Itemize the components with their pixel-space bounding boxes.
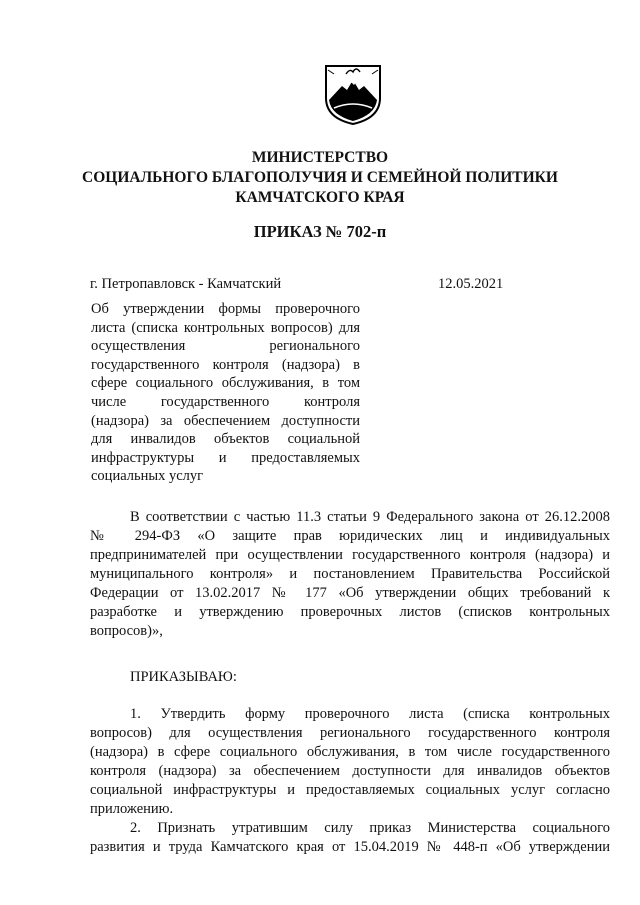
subject-line: осуществления регионального bbox=[91, 338, 360, 355]
subject-line: сфере социального обслуживания, в том bbox=[91, 375, 360, 392]
subject-line: (надзора) за обеспечением доступности bbox=[91, 412, 360, 429]
preamble-line: вопросов)», bbox=[90, 623, 163, 639]
subject-block bbox=[91, 300, 360, 486]
subject-line: числе государственного контроля bbox=[91, 393, 360, 410]
item-1-line: приложению. bbox=[90, 801, 174, 817]
order-word-paragraph bbox=[90, 668, 610, 687]
preamble-line: В соответствии с частью 11.3 статьи 9 Федерального закона от 26.12.2008 bbox=[130, 509, 610, 525]
item-1-line: 1. Утвердить форму проверочного листа (списка контрольных bbox=[130, 706, 610, 722]
subject-line: государственного контроля (надзора) в bbox=[91, 356, 360, 373]
place: г. Петропавловск - Камчатский bbox=[90, 276, 282, 292]
subject-line: листа (списка контрольных вопросов) для bbox=[91, 319, 360, 336]
item-2-line: 2. Признать утратившим силу приказ Министерства социального bbox=[130, 820, 610, 836]
ministry-name-line3: КАМЧАТСКОГО КРАЯ bbox=[235, 189, 405, 206]
subject-line: инфраструктуры и предоставляемых bbox=[91, 449, 360, 466]
date: 12.05.2021 bbox=[438, 276, 504, 292]
kamchatka-volcano-emblem-icon bbox=[320, 60, 386, 126]
item-1-line: социальной инфраструктуры и предоставляемых социальных услуг согласно bbox=[90, 782, 610, 798]
item-2-paragraph bbox=[90, 819, 610, 857]
preamble-line: № 294-ФЗ «О защите прав юридических лиц и индивидуальных bbox=[90, 528, 610, 544]
subject-line: для инвалидов объектов социальной bbox=[91, 431, 360, 448]
item-2-line: развития и труда Камчатского края от 15.04.2019 № 448-п «Об утверждении bbox=[90, 839, 610, 855]
preamble-line: предпринимателей при осуществлении государственного контроля (надзора) и bbox=[90, 547, 610, 563]
subject-line: Об утверждении формы проверочного bbox=[91, 301, 360, 317]
item-1-line: контроля (надзора) за обеспечением доступности для инвалидов объектов bbox=[90, 763, 610, 779]
preamble-line: Федерации от 13.02.2017 № 177 «Об утверждении общих требований к bbox=[90, 585, 610, 601]
item-1-line: (надзора) в сфере социального обслуживания, в том числе государственного bbox=[90, 744, 610, 760]
preamble-paragraph bbox=[90, 508, 610, 641]
ministry-name-line2: СОЦИАЛЬНОГО БЛАГОПОЛУЧИЯ И СЕМЕЙНОЙ ПОЛИТИКИ bbox=[82, 169, 558, 186]
item-1-line: вопросов) для осуществления регионального государственного контроля bbox=[90, 725, 610, 741]
subject-line: социальных услуг bbox=[91, 468, 204, 485]
order-word: ПРИКАЗЫВАЮ: bbox=[130, 669, 237, 685]
item-1-paragraph bbox=[90, 705, 610, 819]
preamble-line: разработке и утверждению проверочных листов (списков контрольных bbox=[90, 604, 610, 620]
preamble-line: муниципального контроля» и постановлением Правительства Российской bbox=[90, 566, 610, 582]
order-title: ПРИКАЗ № 702-п bbox=[253, 222, 387, 241]
ministry-name-line1: МИНИСТЕРСТВО bbox=[251, 149, 389, 166]
